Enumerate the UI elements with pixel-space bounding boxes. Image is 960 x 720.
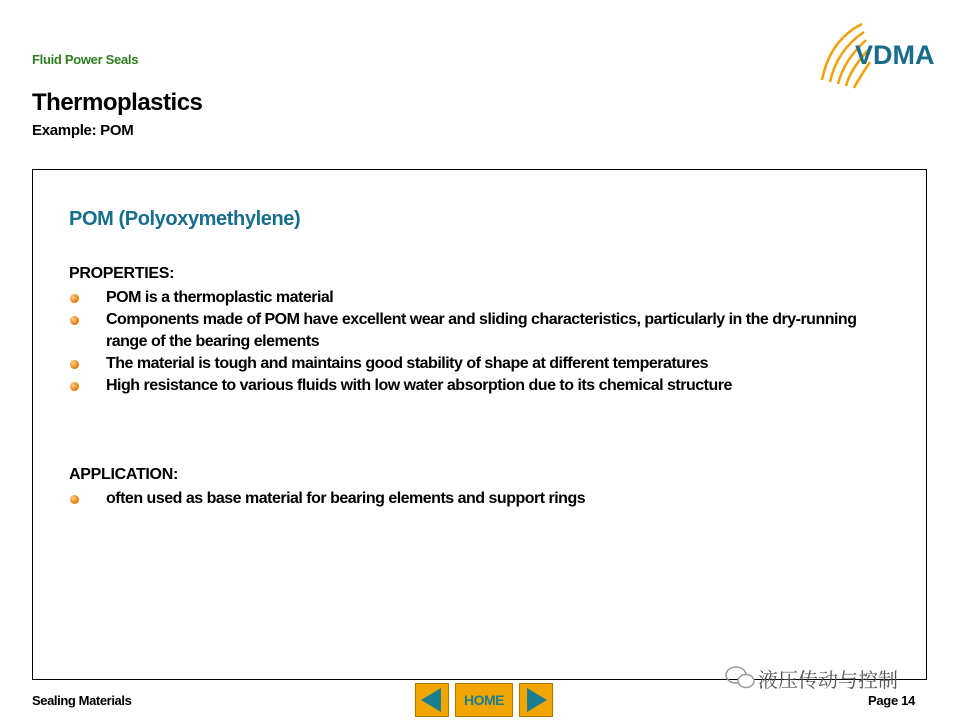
properties-list	[69, 287, 889, 397]
home-label: HOME	[464, 692, 504, 708]
properties-title: PROPERTIES:	[69, 265, 175, 282]
list-item-text: High resistance to various fluids with low water absorption due to its chemical structure	[106, 377, 732, 394]
page-title: Thermoplastics	[32, 89, 203, 116]
logo-text: VDMA	[855, 40, 935, 70]
bullet-icon	[70, 495, 79, 504]
bullet-icon	[70, 316, 79, 325]
application-title: APPLICATION:	[69, 466, 178, 483]
list-item	[69, 488, 889, 510]
content-box	[32, 169, 927, 680]
bullet-icon	[70, 360, 79, 369]
prev-button[interactable]	[415, 683, 449, 717]
home-button[interactable]	[455, 683, 513, 717]
arrow-left-icon	[421, 688, 441, 712]
page-subtitle: Example: POM	[32, 122, 134, 139]
list-item	[69, 309, 889, 353]
wechat-icon	[726, 667, 754, 688]
bullet-icon	[70, 294, 79, 303]
list-item	[69, 353, 889, 375]
application-list	[69, 488, 889, 510]
next-button[interactable]	[519, 683, 553, 717]
arrow-right-icon	[527, 688, 547, 712]
page-number: Page 14	[868, 693, 916, 708]
content-heading: POM (Polyoxymethylene)	[69, 208, 301, 230]
list-item	[69, 287, 889, 309]
list-item-text: Components made of POM have excellent wear and sliding characteristics, particularly in the dry-running range of the bearing elements	[106, 311, 857, 350]
footer-left: Sealing Materials	[32, 693, 132, 708]
list-item-text: POM is a thermoplastic material	[106, 289, 334, 306]
bullet-icon	[70, 382, 79, 391]
list-item	[69, 375, 889, 397]
section-label: Fluid Power Seals	[32, 52, 139, 67]
watermark-text: 液压传动与控制	[758, 668, 898, 692]
list-item-text: The material is tough and maintains good stability of shape at different temperatures	[106, 355, 709, 372]
list-item-text: often used as base material for bearing elements and support rings	[106, 490, 586, 507]
